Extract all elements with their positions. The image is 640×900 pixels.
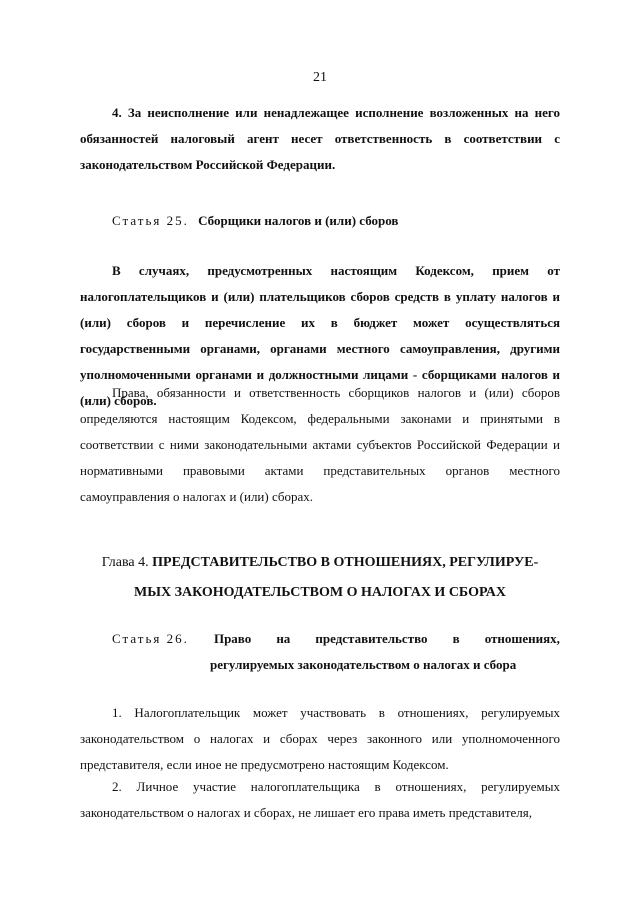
page-number: 21 [313, 70, 327, 85]
article-26-title-word: в [452, 631, 460, 646]
chapter-4-title-line-2: МЫХ ЗАКОНОДАТЕЛЬСТВОМ О НАЛОГАХ И СБОРАХ [134, 585, 506, 600]
article-26-paragraph-1: 1. Налогоплательщик может участвовать в отношениях, регулируемых законодательством о налогах и сборах через законного или уполномоченного представителя, если иное не предусмотрено настоящим Кодексом. [80, 705, 560, 772]
chapter-4-title-line-1: ПРЕДСТАВИТЕЛЬСТВО В ОТНОШЕНИЯХ, РЕГУЛИРУЕ- [152, 555, 539, 570]
paragraph-4: 4. За неисполнение или ненадлежащее исполнение возложенных на него обязанностей налоговый агент несет ответственность в соответствии с законодательством Российской Федерации. [80, 105, 560, 172]
article-26-paragraph-2: 2. Личное участие налогоплательщика в отношениях, регулируемых законодательством о налогах и сборах, не лишает его права иметь представителя, [80, 779, 560, 820]
article-26-heading [112, 626, 560, 678]
article-25-heading [112, 208, 398, 234]
article-25-paragraph-1: В случаях, предусмотренных настоящим Кодексом, прием от налогоплательщиков и (или) плательщиков сборов средств в уплату налогов и (или) сборов и перечисление их в бюджет может осуществляться государственными органами, органами местного самоуправления, другими уполномоченными органами и должностными лицами - сборщиками налогов и (или) сборов. [80, 263, 560, 408]
article-25-paragraph-2: Права, обязанности и ответственность сборщиков налогов и (или) сборов определяются настоящим Кодексом, федеральными законами и принятыми в соответствии с ними законодательными актами субъектов Российской Федерации и нормативными правовыми актами представительных органов местного самоуправления о налогах и (или) сборах. [80, 385, 560, 504]
article-26-label: Статья 26. [112, 631, 189, 646]
article-26-title-word: Право [213, 631, 252, 646]
article-26-title-line-2: регулируемых законодательством о налогах и сбора [210, 657, 517, 672]
article-26-title-word: на [276, 631, 291, 646]
chapter-4-heading [80, 548, 560, 608]
article-26-title-word: представительство [315, 631, 428, 646]
chapter-4-label: Глава 4. [101, 555, 149, 570]
article-25-title: Сборщики налогов и (или) сборов [198, 213, 399, 228]
article-25-label: Статья 25. [112, 213, 189, 228]
article-26-title-word: отношениях, [484, 631, 560, 646]
